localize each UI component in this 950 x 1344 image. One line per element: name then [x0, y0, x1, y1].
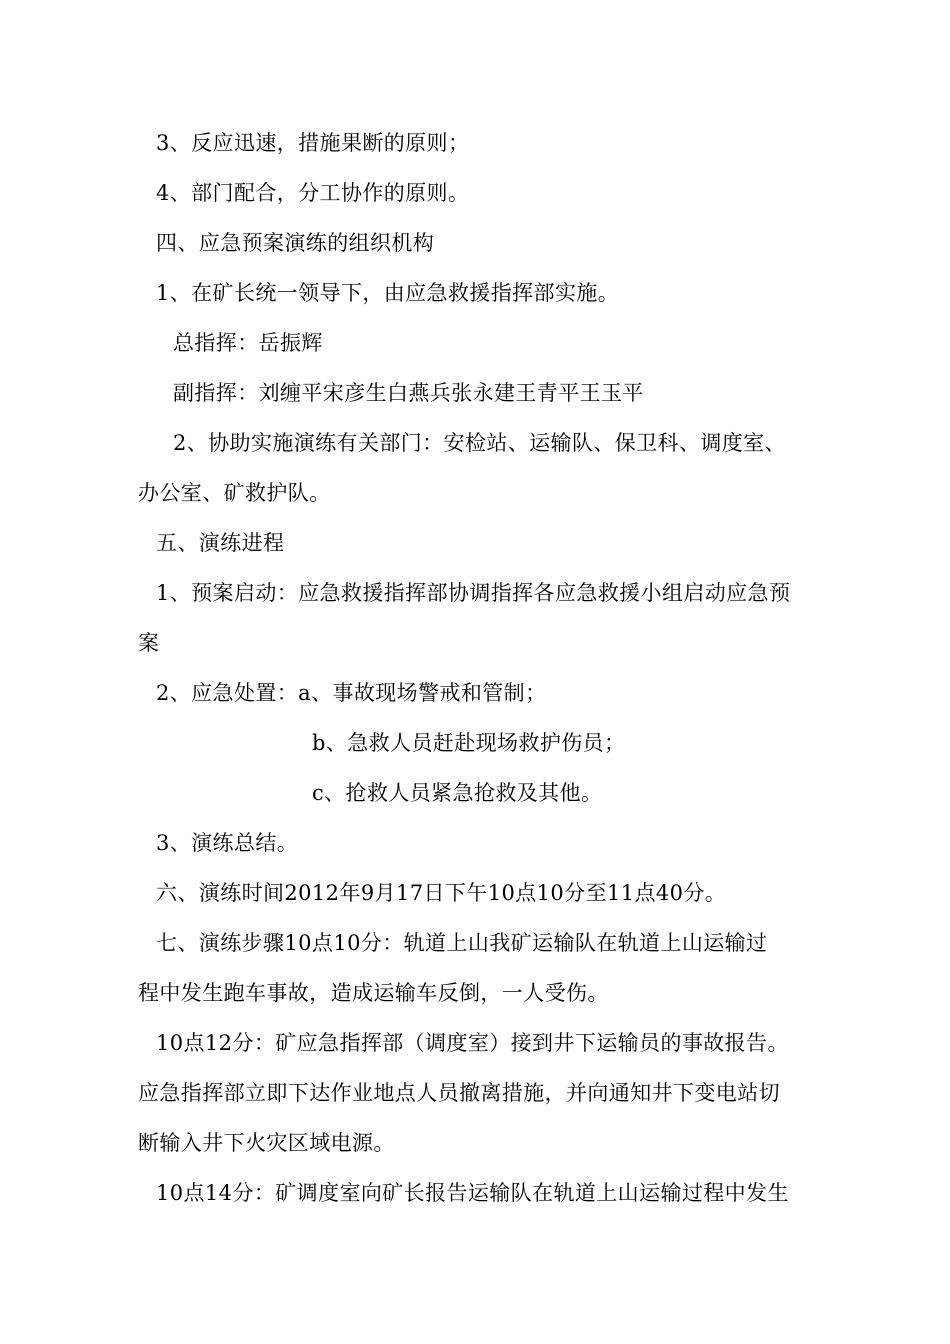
text-line-leadership: 1、在矿长统一领导下，由应急救援指挥部实施。 — [156, 281, 620, 305]
text-line-step-1012-cont2: 断输入井下火灾区域电源。 — [138, 1131, 395, 1155]
text-line-departments: 2、协助实施演练有关部门：安检站、运输队、保卫科、调度室、 — [173, 431, 786, 455]
text-line-summary: 3、演练总结。 — [156, 831, 299, 855]
text-line-emergency-handling: 2、应急处置：a、事故现场警戒和管制； — [156, 681, 547, 705]
text-line-step-1012: 10点12分：矿应急指挥部（调度室）接到井下运输员的事故报告。 — [156, 1031, 789, 1055]
text-line-step-1014: 10点14分：矿调度室向矿长报告运输队在轨道上山运输过程中发生 — [156, 1181, 789, 1205]
text-line-plan-start: 1、预案启动：应急救援指挥部协调指挥各应急救援小组启动应急预 — [156, 581, 791, 605]
text-line-principle-4: 4、部门配合，分工协作的原则。 — [156, 181, 470, 205]
text-line-principle-3: 3、反应迅速，措施果断的原则； — [156, 131, 470, 155]
text-line-chief-commander: 总指挥：岳振辉 — [173, 331, 323, 355]
heading-organization: 四、应急预案演练的组织机构 — [156, 231, 435, 255]
text-line-step-1012-cont: 应急指挥部立即下达作业地点人员撤离措施，并向通知井下变电站切 — [138, 1081, 780, 1105]
text-line-plan-start-cont: 案 — [138, 631, 160, 655]
text-line-handling-c: c、抢救人员紧急抢救及其他。 — [312, 781, 603, 805]
heading-drill-time: 六、演练时间2012年9月17日下午10点10分至11点40分。 — [156, 881, 727, 905]
text-line-departments-cont: 办公室、矿救护队。 — [138, 481, 331, 505]
text-line-handling-b: b、急救人员赶赴现场救护伤员； — [312, 731, 626, 755]
text-line-drill-steps-cont: 程中发生跑车事故，造成运输车反倒，一人受伤。 — [138, 981, 609, 1005]
heading-drill-process: 五、演练进程 — [156, 531, 285, 555]
text-line-deputy-commanders: 副指挥：刘缠平宋彦生白燕兵张永建王青平王玉平 — [173, 381, 644, 405]
heading-drill-steps: 七、演练步骤10点10分：轨道上山我矿运输队在轨道上山运输过 — [156, 931, 768, 955]
